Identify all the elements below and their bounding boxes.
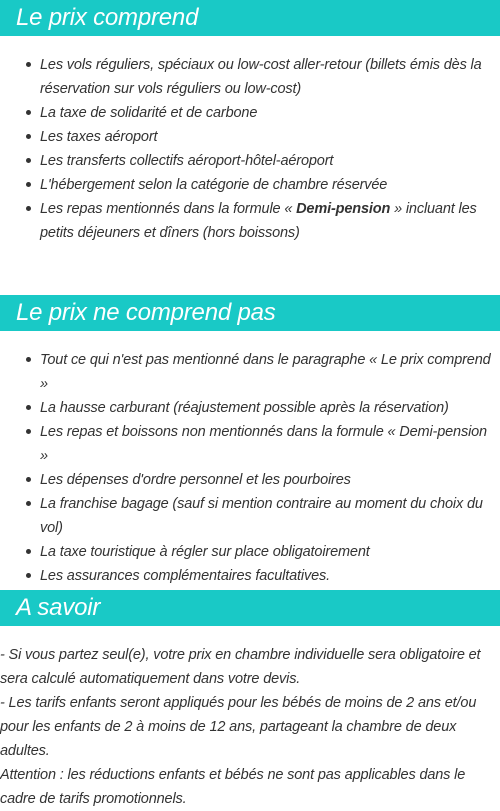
list-item: La franchise bagage (sauf si mention contraire au moment du choix du vol) — [0, 492, 500, 540]
list-item: Les assurances complémentaires facultatives. — [0, 564, 500, 588]
bullet-icon — [26, 182, 31, 187]
demi-pension-emphasis: Demi-pension — [296, 201, 391, 217]
section-header-a-savoir — [0, 590, 500, 626]
list-item: La taxe touristique à régler sur place obligatoirement — [0, 540, 500, 564]
bullet-icon — [26, 573, 31, 578]
bullet-icon — [26, 158, 31, 163]
info-paragraph: - Les tarifs enfants seront appliqués pour les bébés de moins de 2 ans et/ou pour les enfants de 2 à moins de 12 ans, partageant la chambre de deux adultes. — [0, 695, 477, 759]
included-list — [0, 53, 500, 245]
a-savoir-text — [0, 643, 500, 811]
bullet-icon — [26, 134, 31, 139]
list-item: Les transferts collectifs aéroport-hôtel-aéroport — [0, 149, 500, 173]
bullet-icon — [26, 429, 31, 434]
list-item: L'hébergement selon la catégorie de chambre réservée — [0, 173, 500, 197]
section-title: Le prix ne comprend pas — [16, 299, 276, 326]
section-title: Le prix comprend — [16, 4, 199, 31]
bullet-icon — [26, 110, 31, 115]
section-title: A savoir — [16, 594, 101, 621]
bullet-icon — [26, 501, 31, 506]
bullet-icon — [26, 405, 31, 410]
excluded-list — [0, 348, 500, 588]
list-item: La taxe de solidarité et de carbone — [0, 101, 500, 125]
bullet-icon — [26, 357, 31, 362]
list-item: Les repas et boissons non mentionnés dans la formule « Demi-pension » — [0, 420, 500, 468]
list-item: Les dépenses d'ordre personnel et les pourboires — [0, 468, 500, 492]
info-paragraph: - Si vous partez seul(e), votre prix en chambre individuelle sera obligatoire et sera calculé automatiquement dans votre devis. — [0, 647, 481, 687]
list-item: Tout ce qui n'est pas mentionné dans le paragraphe « Le prix comprend » — [0, 348, 500, 396]
list-item: Les vols réguliers, spéciaux ou low-cost aller-retour (billets émis dès la réservation sur vols réguliers ou low-cost) — [0, 53, 500, 101]
section-header-prix-ne-comprend-pas — [0, 295, 500, 331]
bullet-icon — [26, 477, 31, 482]
bullet-icon — [26, 206, 31, 211]
list-item: Les repas mentionnés dans la formule « Demi-pension » incluant les petits déjeuners et dîners (hors boissons) — [0, 197, 500, 245]
info-paragraph: Attention : les réductions enfants et bébés ne sont pas applicables dans le cadre de tarifs promotionnels. — [0, 767, 466, 807]
bullet-icon — [26, 549, 31, 554]
bullet-icon — [26, 62, 31, 67]
list-item: Les taxes aéroport — [0, 125, 500, 149]
section-header-prix-comprend — [0, 0, 500, 36]
list-item: La hausse carburant (réajustement possible après la réservation) — [0, 396, 500, 420]
